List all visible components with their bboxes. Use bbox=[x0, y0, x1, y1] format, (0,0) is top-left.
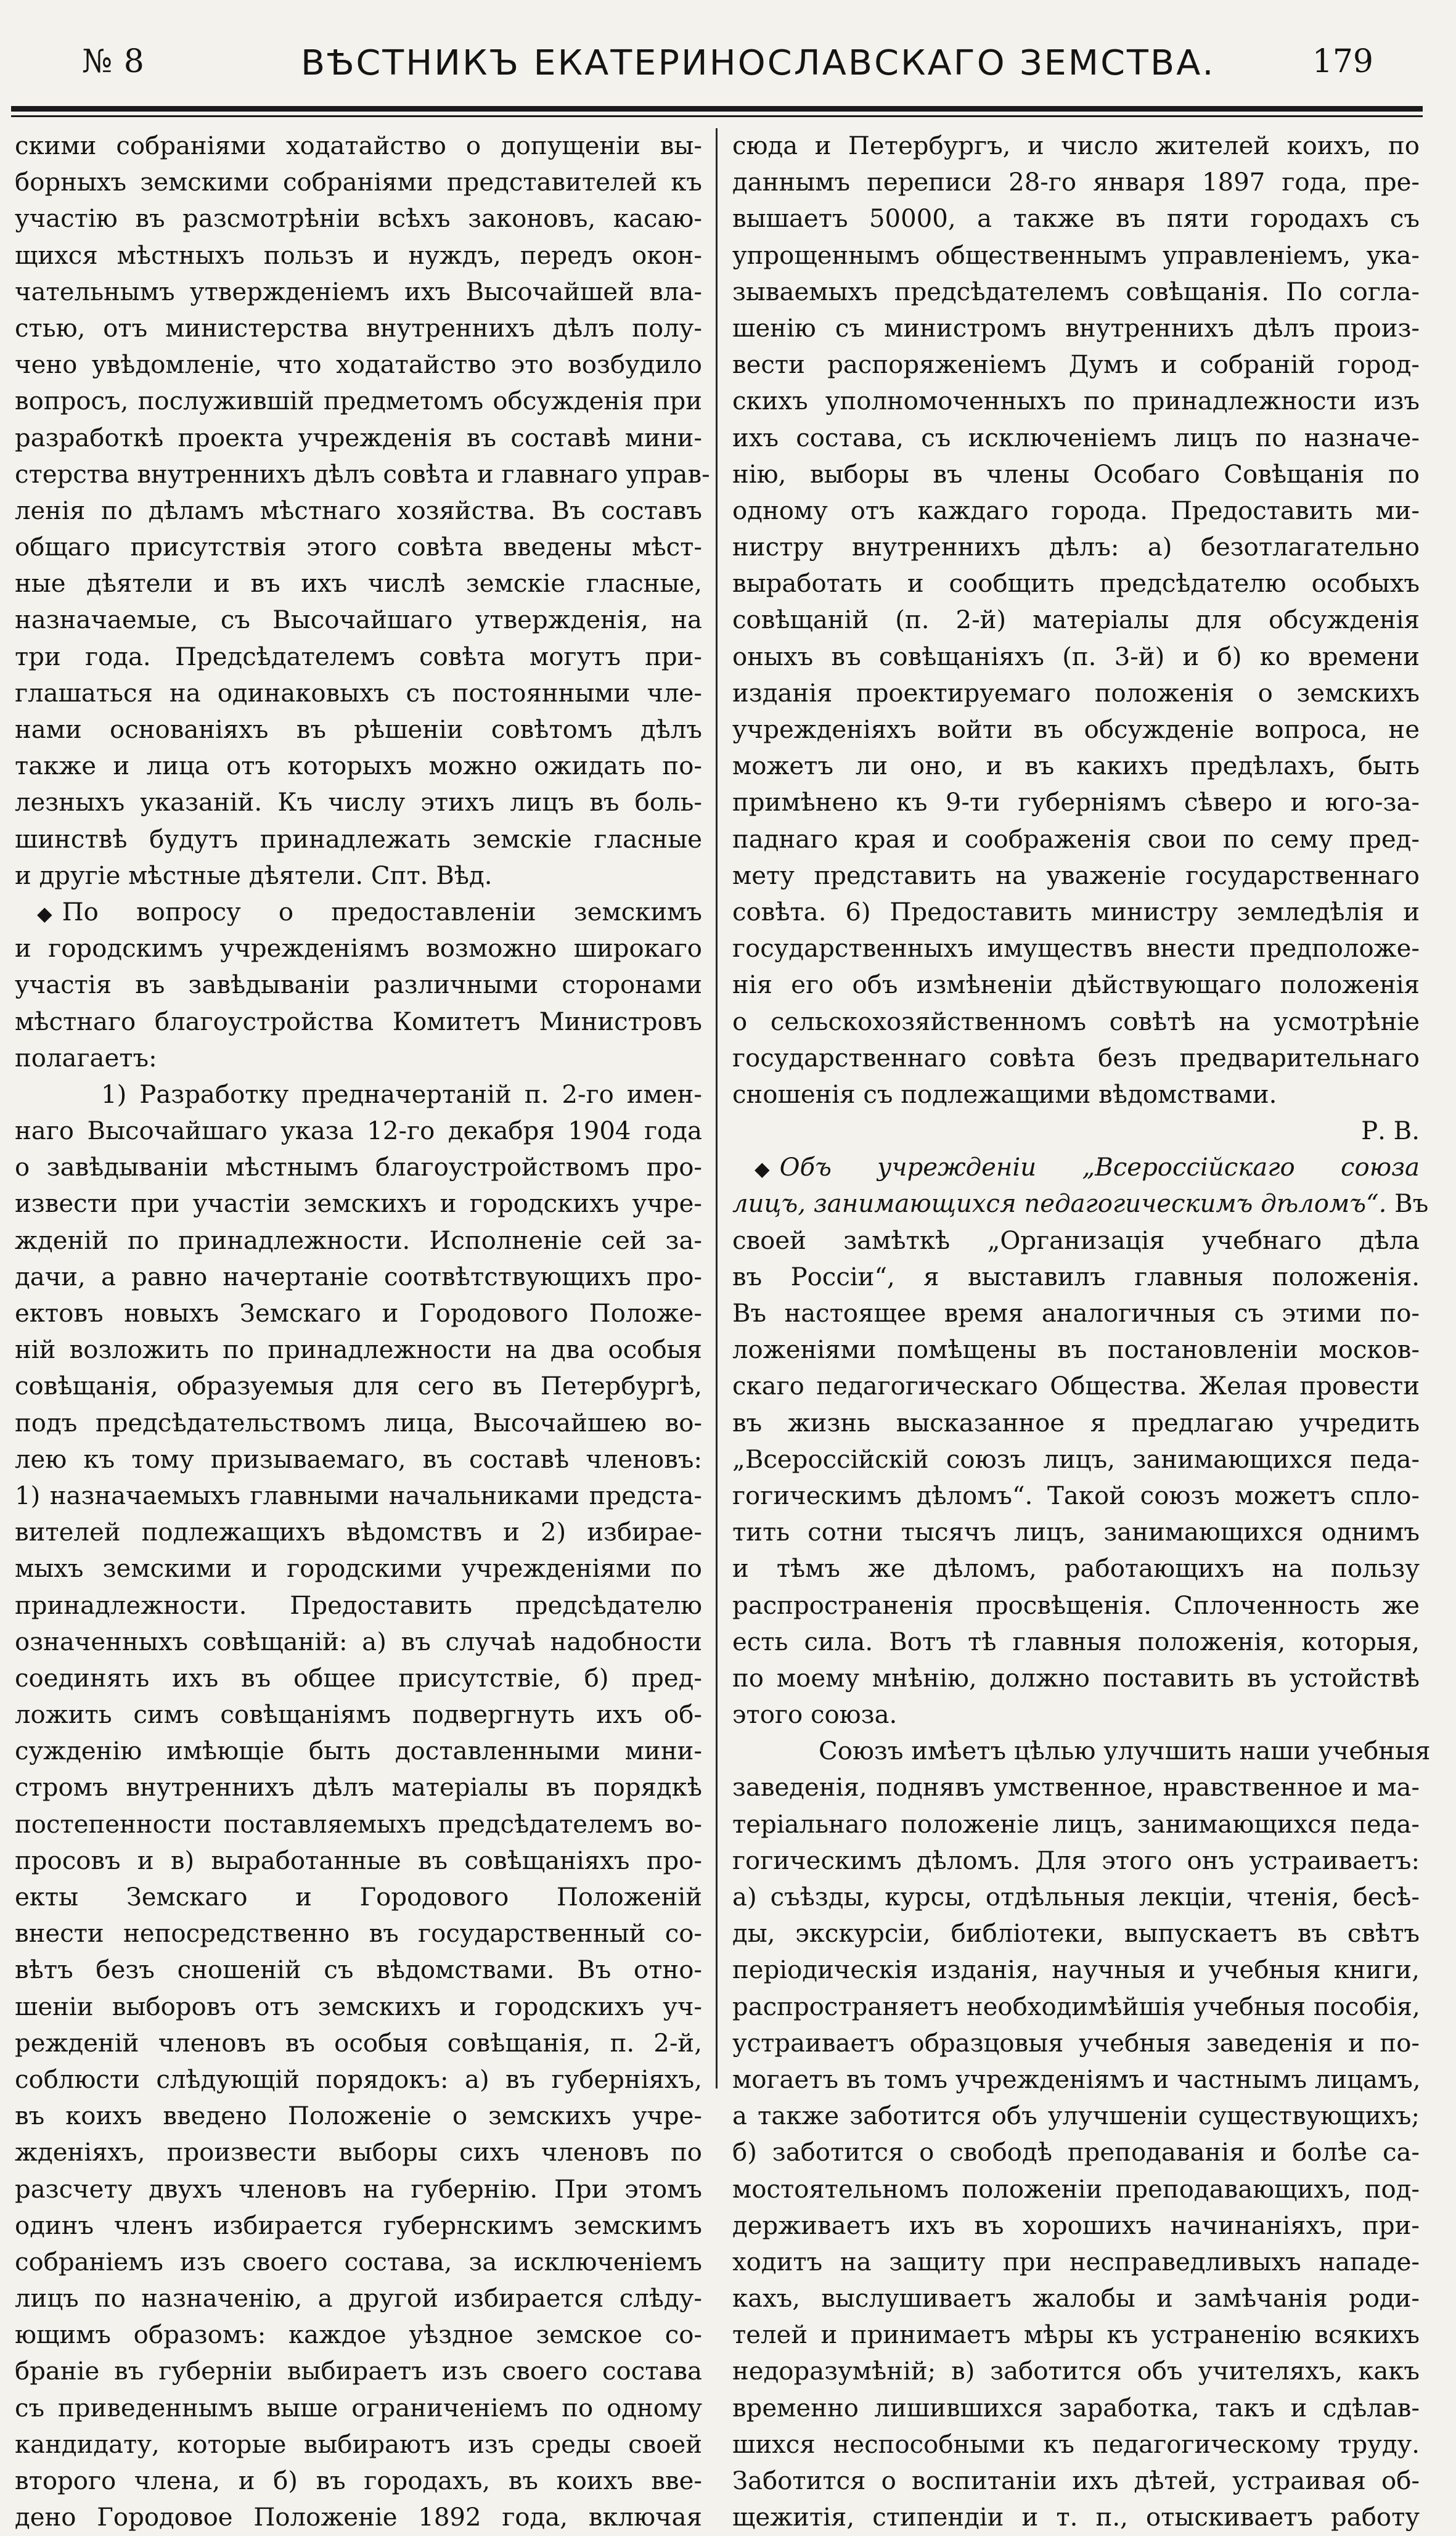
article-title-part2: лицъ, занимающихся педагогическимъ дѣломъ“. bbox=[732, 1190, 1387, 1219]
right-para3-line: Заботится о воспитаніи ихъ дѣтей, устраивая об- bbox=[732, 2467, 1420, 2495]
left-para1-line: стерства внутреннихъ дѣлъ совѣта и главнаго управ- bbox=[15, 460, 710, 489]
left-para1-line: назначаемые, съ Высочайшаго утвержденія, на bbox=[15, 606, 702, 635]
left-para3-line: дено Городовое Положеніе 1892 года, включая bbox=[15, 2503, 702, 2532]
left-para2-line: участія въ завѣдываніи различными сторонами bbox=[15, 971, 702, 1000]
right-para2-line: „Всероссійскій союзъ лицъ, занимающихся педа- bbox=[732, 1445, 1420, 1474]
right-para3-line: гогическимъ дѣломъ. Для этого онъ устраиваетъ: bbox=[732, 1846, 1420, 1875]
left-para3-line: соблюсти слѣдующій порядокъ: а) въ губерніяхъ, bbox=[15, 2065, 702, 2094]
left-para3-line: просовъ и в) выработанные въ совѣщаніяхъ про- bbox=[15, 1846, 702, 1875]
left-para3-line: жденій по принадлежности. Исполненіе сей за- bbox=[15, 1226, 702, 1255]
right-column bbox=[732, 128, 1431, 2536]
left-para3-line: ектовъ новыхъ Земскаго и Городового Положе- bbox=[15, 1299, 702, 1328]
left-para3-line: извести при участіи земскихъ и городскихъ учре- bbox=[15, 1190, 702, 1219]
left-para1-line: скими собраніями ходатайство о допущеніи вы- bbox=[15, 132, 702, 160]
line-text: Въ bbox=[1394, 1190, 1429, 1219]
left-para3-line: браніе въ губерніи выбираетъ изъ своего состава bbox=[15, 2357, 702, 2386]
right-para1-line: ихъ состава, съ исключеніемъ лицъ по назначе- bbox=[732, 423, 1420, 452]
left-para1-line: участію въ разсмотрѣніи всѣхъ законовъ, касаю- bbox=[15, 205, 702, 234]
right-para1-line: одному отъ каждаго города. Предоставить ми- bbox=[732, 496, 1420, 525]
left-para3-line: собраніемъ изъ своего состава, за исключеніемъ bbox=[15, 2248, 702, 2276]
right-para1-line: нистру внутреннихъ дѣлъ: а) безотлагательно bbox=[732, 533, 1420, 562]
right-para1-line: можетъ ли оно, и въ какихъ предѣлахъ, быть bbox=[732, 752, 1420, 781]
left-para1-line: чательнымъ утвержденіемъ ихъ Высочайшей вла- bbox=[15, 277, 702, 306]
right-para1-line: шенію съ министромъ внутреннихъ дѣлъ произ- bbox=[732, 314, 1420, 343]
left-para1-line: также и лица отъ которыхъ можно ожидать по- bbox=[15, 752, 702, 781]
right-para3-line: б) заботится о свободѣ преподаванія и болѣе са- bbox=[732, 2138, 1420, 2167]
right-para2-line: тить сотни тысячъ лицъ, занимающихся однимъ bbox=[732, 1518, 1420, 1547]
right-para3-line: временно лишившихся заработка, такъ и сдѣлав- bbox=[732, 2394, 1420, 2423]
left-para1-line: глашаться на одинаковыхъ съ постоянными чле- bbox=[15, 679, 702, 708]
left-para3-line: означенныхъ совѣщаній: а) въ случаѣ надобности bbox=[15, 1627, 702, 1656]
right-para3-line: періодическія изданія, научныя и учебныя книги, bbox=[732, 1956, 1420, 1985]
left-para3-line: совѣщанія, образуемыя для сего въ Петербургѣ, bbox=[15, 1372, 702, 1401]
left-para3-line: сужденію имѣющіе быть доставленными мини- bbox=[15, 1737, 702, 1766]
right-para1-line: сюда и Петербургъ, и число жителей коихъ, по bbox=[732, 132, 1420, 160]
header-rule-thick bbox=[11, 106, 1423, 112]
left-para3-line: подъ предсѣдательствомъ лица, Высочайшею во- bbox=[15, 1409, 702, 1438]
right-para3-line: телей и принимаетъ мѣры къ устраненію всякихъ bbox=[732, 2321, 1420, 2350]
right-para2-line: въ Россіи“, я выставилъ главныя положенія. bbox=[732, 1262, 1420, 1291]
left-para3-line: внести непосредственно въ государственный со- bbox=[15, 1920, 702, 1949]
right-para1-line: изданія проектируемаго положенія о земскихъ bbox=[732, 679, 1420, 708]
right-para1-line: о сельскохозяйственномъ совѣтѣ на усмотрѣніе bbox=[732, 1007, 1420, 1036]
right-para3-line: устраиваетъ образцовыя учебныя заведенія и по- bbox=[732, 2029, 1420, 2058]
left-para3-line: съ приведеннымъ выше ограниченіемъ по одному bbox=[15, 2394, 702, 2423]
left-para1-line: и другіе мѣстные дѣятели. Спт. Вѣд. bbox=[15, 861, 493, 890]
right-para3-line: а также заботится объ улучшеніи существующихъ; bbox=[732, 2102, 1420, 2131]
left-para3-line: лею къ тому призываемаго, въ составѣ членовъ: bbox=[15, 1445, 702, 1474]
column-divider bbox=[716, 128, 718, 2088]
article-title-line bbox=[732, 1186, 1429, 1222]
right-para2-line: по моему мнѣнію, должно поставить въ устойствѣ bbox=[732, 1664, 1420, 1693]
left-para3-line: жденіяхъ, произвести выборы сихъ членовъ по bbox=[15, 2138, 702, 2167]
right-para1-line: государственныхъ имуществъ внести предположе- bbox=[732, 935, 1420, 963]
right-para1-line: зываемыхъ предсѣдателемъ совѣщанія. По согла- bbox=[732, 277, 1420, 306]
left-para3-line: ній возложить по принадлежности на два особыя bbox=[15, 1336, 702, 1365]
left-para1-line: борныхъ земскими собраніями представителей къ bbox=[15, 168, 702, 197]
left-para3-line: дачи, а равно начертаніе соотвѣтствующихъ про- bbox=[15, 1262, 702, 1291]
right-para1-line: оныхъ въ совѣщаніяхъ (п. 3-й) и б) ко времени bbox=[732, 642, 1420, 671]
left-para1-line: общаго присутствія этого совѣта введены мѣст- bbox=[15, 533, 702, 562]
right-para1-line: даннымъ переписи 28-го января 1897 года, пре- bbox=[732, 168, 1420, 197]
right-para1-line: учрежденіяхъ войти въ обсужденіе вопроса, не bbox=[732, 716, 1420, 744]
left-para3-line: одинъ членъ избирается губернскимъ земскимъ bbox=[15, 2211, 702, 2240]
left-para1-line: нами основаніяхъ въ рѣшеніи совѣтомъ дѣлъ bbox=[15, 716, 702, 744]
right-para1-line: мету представить на уваженіе государственнаго bbox=[732, 861, 1420, 890]
left-para3-line: принадлежности. Предоставить предсѣдателю bbox=[15, 1591, 702, 1620]
left-para1-line: шинствѣ будутъ принадлежать земскіе гласные bbox=[15, 825, 702, 854]
left-para3-line: шеніи выборовъ отъ земскихъ и городскихъ уч- bbox=[15, 1992, 702, 2021]
right-para3-line: щежитія, стипендіи и т. п., отыскиваетъ работу bbox=[732, 2503, 1420, 2532]
left-para3-line: лицъ по назначенію, а другой избирается слѣду- bbox=[15, 2284, 702, 2313]
left-para2-line: мѣстнаго благоустройства Комитетъ Министровъ bbox=[15, 1007, 702, 1036]
right-para3-line: кахъ, выслушиваетъ жалобы и замѣчанія роди- bbox=[732, 2284, 1420, 2313]
newspaper-page bbox=[11, 25, 1431, 2532]
left-para1-line: ные дѣятели и въ ихъ числѣ земскіе гласные, bbox=[15, 570, 702, 599]
right-para2-line: и тѣмъ же дѣломъ, работающихъ на пользу bbox=[732, 1555, 1420, 1584]
left-para1-line: ленія по дѣламъ мѣстнаго хозяйства. Въ составъ bbox=[15, 496, 702, 525]
right-para2-line: въ жизнь высказанное я предлагаю учредить bbox=[732, 1409, 1420, 1438]
right-para1-line: выработать и сообщить предсѣдателю особыхъ bbox=[732, 570, 1420, 599]
left-para3-line: вителей подлежащихъ вѣдомствъ и 2) избирае- bbox=[15, 1518, 702, 1547]
left-para3-line: второго члена, и б) въ городахъ, въ коихъ вве- bbox=[15, 2467, 702, 2495]
issue-number: № 8 bbox=[82, 43, 145, 80]
right-para1-line: вести распоряженіемъ Думъ и собраній город- bbox=[732, 351, 1420, 380]
left-para3-line: вѣтъ безъ сношеній съ вѣдомствами. Въ отно- bbox=[15, 1956, 702, 1985]
left-para3-line: въ коихъ введено Положеніе о земскихъ учре- bbox=[15, 2102, 702, 2131]
right-para3-line: теріальнаго положеніе лицъ, занимающихся педа- bbox=[732, 1810, 1420, 1839]
right-para2-line: своей замѣткѣ „Организація учебнаго дѣла bbox=[732, 1226, 1420, 1255]
left-para3-line: постепенности поставляемыхъ предсѣдателемъ во- bbox=[15, 1810, 702, 1839]
page-header bbox=[11, 25, 1423, 92]
left-para1-line: щихся мѣстныхъ пользъ и нуждъ, передъ окон- bbox=[15, 241, 702, 270]
right-para1-line: примѣнено къ 9-ти губерніямъ сѣверо и юго-за- bbox=[732, 788, 1420, 817]
right-para2-line: Въ настоящее время аналогичныя съ этими по- bbox=[732, 1299, 1420, 1328]
left-para3-line: мыхъ земскими и городскими учрежденіями по bbox=[15, 1555, 702, 1584]
right-para3-line: ды, экскурсіи, библіотеки, выпускаетъ въ свѣтъ bbox=[732, 1920, 1420, 1949]
left-para3-line: 1) Разработку предначертаній п. 2-го имен- bbox=[101, 1080, 702, 1109]
left-para2-line: полагаетъ: bbox=[15, 1044, 157, 1073]
right-para1-line: совѣщаній (п. 2-й) матеріалы для обсужденія bbox=[732, 606, 1420, 635]
right-para3-line: а) съѣзды, курсы, отдѣльныя лекціи, чтенія, бесѣ- bbox=[732, 1883, 1420, 1912]
left-para1-line: лезныхъ указаній. Къ числу этихъ лицъ въ боль- bbox=[15, 788, 702, 817]
left-para3-line: о завѣдываніи мѣстнымъ благоустройствомъ про- bbox=[15, 1153, 702, 1182]
right-para1-line: скихъ уполномоченныхъ по принадлежности изъ bbox=[732, 387, 1420, 416]
header-rule-thin bbox=[11, 115, 1423, 117]
right-para1-line: нію, выборы въ члены Особаго Совѣщанія по bbox=[732, 460, 1420, 489]
right-para3-line: могаетъ въ томъ учрежденіямъ и частнымъ лицамъ, bbox=[732, 2065, 1421, 2094]
article-title-part1: Объ учрежденіи „Всероссійскаго союза bbox=[779, 1153, 1420, 1182]
right-para3-line: Союзъ имѣетъ цѣлью улучшить наши учебныя bbox=[819, 1737, 1431, 1766]
right-para3-line: мостоятельномъ положеніи преподавающихъ, под- bbox=[732, 2175, 1420, 2204]
right-para2-line: скаго педагогическаго Общества. Желая провести bbox=[732, 1372, 1420, 1401]
right-para3-line: распространяетъ необходимѣйшія учебныя пособія, bbox=[732, 1992, 1420, 2021]
left-para3-line: разсчету двухъ членовъ на губернію. При этомъ bbox=[15, 2175, 702, 2204]
left-para3-line: екты Земскаго и Городового Положеній bbox=[15, 1883, 702, 1912]
right-para1-line: паднаго края и соображенія свои по сему пред- bbox=[732, 825, 1420, 854]
left-para1-line: вопросъ, послужившій предметомъ обсужденія при bbox=[15, 387, 702, 416]
right-para3-line: держиваетъ ихъ въ хорошихъ начинаніяхъ, при- bbox=[732, 2211, 1420, 2240]
paragraph-marker-icon: ◆ bbox=[37, 901, 52, 925]
signature: Р. В. bbox=[1361, 1117, 1420, 1146]
right-para3-line: шихся неспособными къ педагогическому труду. bbox=[732, 2430, 1420, 2459]
left-para2-line bbox=[15, 894, 702, 931]
article-title-line bbox=[732, 1150, 1420, 1186]
right-para3-line: заведенія, поднявъ умственное, нравственное и ма- bbox=[732, 1773, 1420, 1802]
left-para1-line: разработкѣ проекта учрежденія въ составѣ мини- bbox=[15, 423, 702, 452]
paragraph-marker-icon: ◆ bbox=[755, 1157, 770, 1181]
right-para3-line: недоразумѣній; в) заботится объ учителяхъ, какъ bbox=[732, 2357, 1420, 2386]
right-para1-line: сношенія съ подлежащими вѣдомствами. bbox=[732, 1080, 1277, 1109]
left-para3-line: ложить симъ совѣщаніямъ подвергнуть ихъ об- bbox=[15, 1701, 702, 1730]
left-para3-line: наго Высочайшаго указа 12-го декабря 1904 года bbox=[15, 1117, 702, 1146]
right-para1-line: вышаетъ 50000, а также въ пяти городахъ съ bbox=[732, 205, 1420, 234]
left-para3-line: кандидату, которые выбираютъ изъ среды своей bbox=[15, 2430, 702, 2459]
right-para1-line: совѣта. 6) Предоставить министру земледѣлія и bbox=[732, 898, 1420, 926]
left-para2-line: и городскимъ учрежденіямъ возможно широкаго bbox=[15, 935, 702, 963]
left-para1-line: стью, отъ министерства внутреннихъ дѣлъ полу- bbox=[15, 314, 702, 343]
right-para1-line: государственнаго совѣта безъ предварительнаго bbox=[732, 1044, 1420, 1073]
left-para3-line: стромъ внутреннихъ дѣлъ матеріалы въ порядкѣ bbox=[15, 1773, 702, 1802]
right-para3-line: ходитъ на защиту при несправедливыхъ нападе- bbox=[732, 2248, 1420, 2276]
right-para1-line: нія его объ измѣненіи дѣйствующаго положенія bbox=[732, 971, 1420, 1000]
left-para3-line: режденій членовъ въ особыя совѣщанія, п. 2-й, bbox=[15, 2029, 702, 2058]
right-para2-line: распространенія просвѣщенія. Сплоченность же bbox=[732, 1591, 1420, 1620]
left-para3-line: ющимъ образомъ: каждое уѣздное земское со- bbox=[15, 2321, 702, 2350]
right-para2-line: есть сила. Вотъ тѣ главныя положенія, которыя, bbox=[732, 1627, 1420, 1656]
line-text: По вопросу о предоставленіи земскимъ bbox=[62, 898, 702, 926]
left-para3-line: соединять ихъ въ общее присутствіе, б) пред- bbox=[15, 1664, 702, 1693]
right-para2-line: этого союза. bbox=[732, 1701, 898, 1730]
text-columns bbox=[11, 128, 1431, 2532]
journal-title: ВѢСТНИКЪ ЕКАТЕРИНОСЛАВСКАГО ЗЕМСТВА. bbox=[301, 43, 1216, 83]
left-para3-line: 1) назначаемыхъ главными начальниками предста- bbox=[15, 1481, 702, 1510]
right-para2-line: гогическимъ дѣломъ“. Такой союзъ можетъ спло- bbox=[732, 1481, 1420, 1510]
page-number: 179 bbox=[1312, 43, 1373, 80]
left-para1-line: три года. Предсѣдателемъ совѣта могутъ при- bbox=[15, 642, 702, 671]
left-column bbox=[15, 128, 710, 2536]
left-para1-line: чено увѣдомленіе, что ходатайство это возбудило bbox=[15, 351, 702, 380]
right-para2-line: ложеніями помѣщены въ постановленіи москов- bbox=[732, 1336, 1420, 1365]
right-para1-line: упрощеннымъ общественнымъ управленіемъ, ука- bbox=[732, 241, 1420, 270]
